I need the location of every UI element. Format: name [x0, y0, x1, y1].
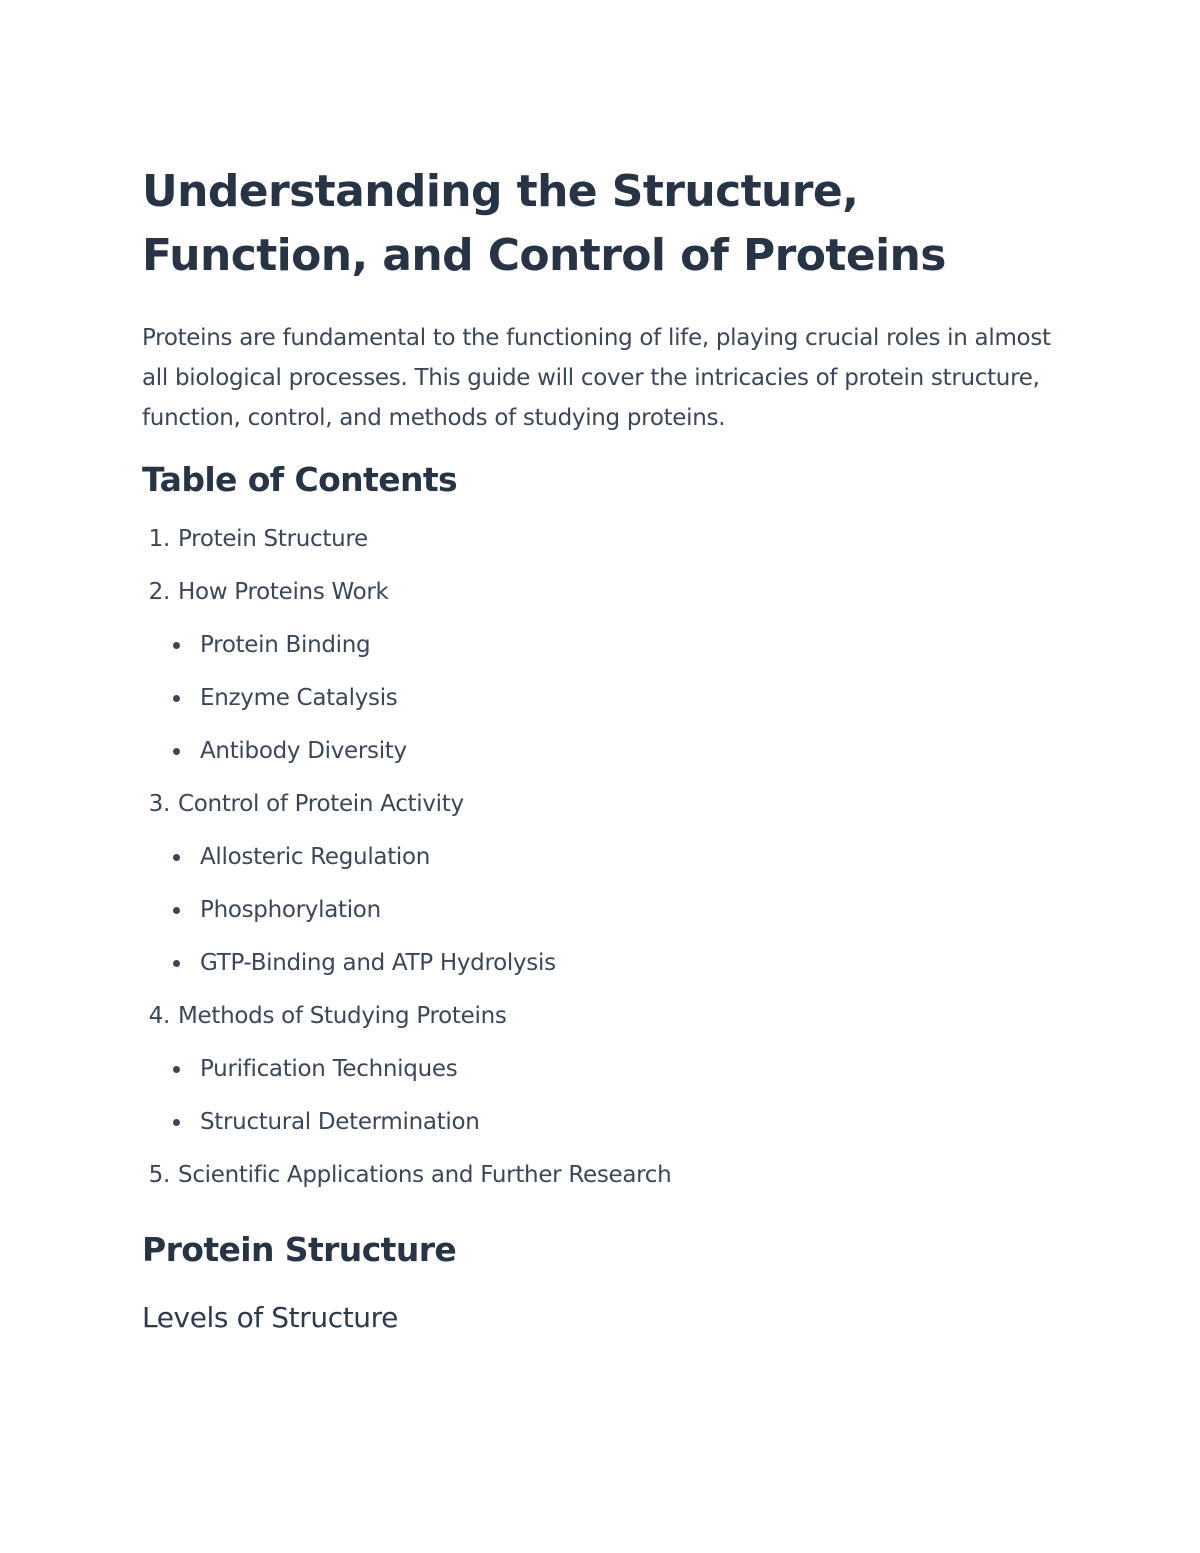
bullet-icon	[173, 854, 180, 861]
toc-item-number: 1.	[148, 526, 170, 552]
subsection-heading-levels-of-structure: Levels of Structure	[142, 1301, 398, 1334]
toc-subitem-label: Structural Determination	[200, 1109, 480, 1135]
table-of-contents	[142, 525, 671, 1214]
toc-heading: Table of Contents	[142, 460, 458, 499]
toc-item-number: 4.	[148, 1003, 170, 1029]
toc-subitem-phosphorylation[interactable]	[142, 896, 671, 924]
bullet-icon	[173, 960, 180, 967]
document-title: Understanding the Structure, Function, and Control of Proteins	[142, 166, 946, 281]
toc-subitem-structural-determination[interactable]	[142, 1108, 671, 1136]
bullet-icon	[173, 748, 180, 755]
toc-item-label: Methods of Studying Proteins	[178, 1003, 507, 1029]
toc-item-label: How Proteins Work	[178, 579, 389, 605]
toc-subitem-purification-techniques[interactable]	[142, 1055, 671, 1083]
toc-subitem-label: Enzyme Catalysis	[200, 685, 398, 711]
toc-item-number: 2.	[148, 579, 170, 605]
toc-sublist	[142, 843, 671, 977]
toc-subitem-label: Protein Binding	[200, 632, 371, 658]
toc-subitem-label: Antibody Diversity	[200, 738, 407, 764]
toc-subitem-label: Allosteric Regulation	[200, 844, 431, 870]
document-page	[142, 160, 1072, 1334]
bullet-icon	[173, 907, 180, 914]
toc-subitem-protein-binding[interactable]	[142, 631, 671, 659]
toc-item-control-of-protein-activity[interactable]	[142, 790, 671, 977]
toc-subitem-enzyme-catalysis[interactable]	[142, 684, 671, 712]
toc-subitem-label: Phosphorylation	[200, 897, 381, 923]
bullet-icon	[173, 642, 180, 649]
toc-sublist	[142, 631, 671, 765]
toc-item-scientific-applications[interactable]	[142, 1161, 671, 1189]
toc-item-label: Protein Structure	[178, 526, 368, 552]
toc-item-number: 3.	[148, 791, 170, 817]
toc-sublist	[142, 1055, 671, 1136]
toc-item-methods-of-studying-proteins[interactable]	[142, 1002, 671, 1136]
toc-item-label: Control of Protein Activity	[178, 791, 464, 817]
toc-item-protein-structure[interactable]	[142, 525, 671, 553]
toc-subitem-gtp-binding[interactable]	[142, 949, 671, 977]
section-heading-protein-structure: Protein Structure	[142, 1230, 457, 1269]
toc-subitem-label: GTP-Binding and ATP Hydrolysis	[200, 950, 556, 976]
toc-item-number: 5.	[148, 1162, 170, 1188]
intro-paragraph: Proteins are fundamental to the functioning of life, playing crucial roles in almost all biological processes. This guide will cover the intricacies of protein structure, function, control, and methods of studying proteins.	[142, 325, 1051, 431]
toc-item-label: Scientific Applications and Further Research	[178, 1162, 672, 1188]
bullet-icon	[173, 1066, 180, 1073]
toc-item-how-proteins-work[interactable]	[142, 578, 671, 765]
bullet-icon	[173, 1119, 180, 1126]
toc-subitem-allosteric-regulation[interactable]	[142, 843, 671, 871]
toc-subitem-antibody-diversity[interactable]	[142, 737, 671, 765]
toc-subitem-label: Purification Techniques	[200, 1056, 458, 1082]
bullet-icon	[173, 695, 180, 702]
